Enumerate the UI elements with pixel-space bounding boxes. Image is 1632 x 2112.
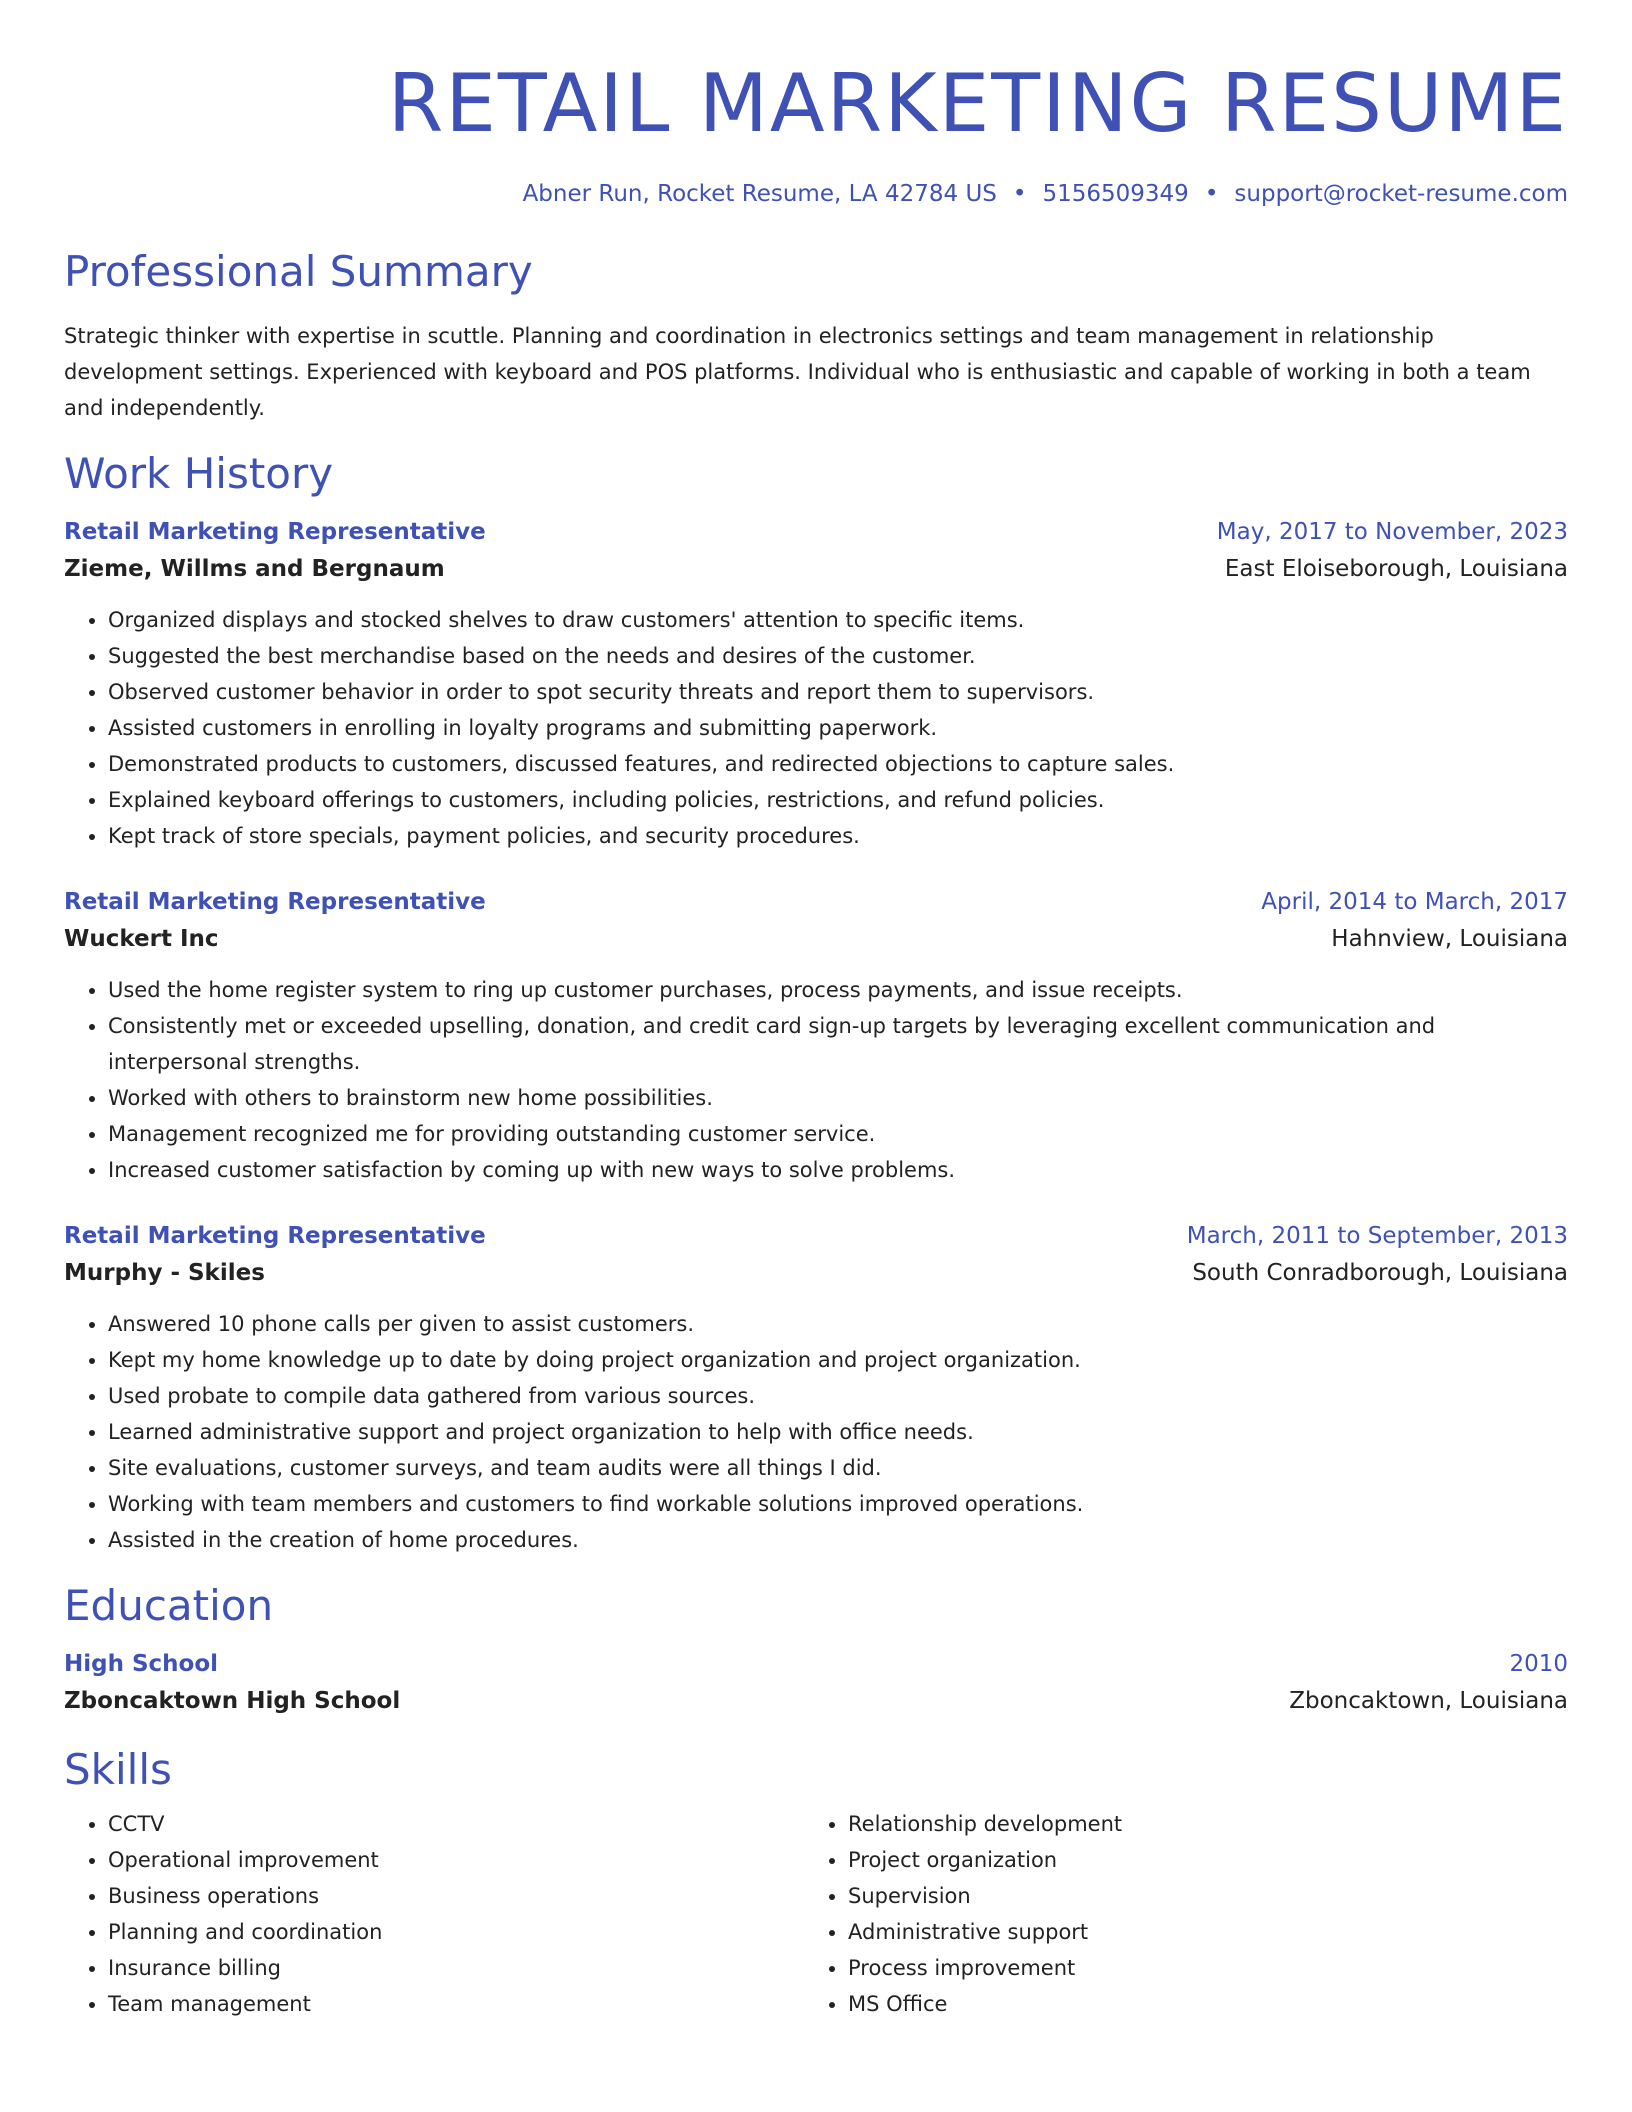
skill-item: • Supervision <box>848 1878 1544 1914</box>
job-company: Wuckert Inc <box>64 926 219 952</box>
summary-section <box>64 246 1568 426</box>
skill-item: • Insurance billing <box>108 1950 804 1986</box>
list-item: • Working with team members and customers to find workable solutions improved operations. <box>108 1486 1568 1522</box>
job-entry <box>64 1218 1568 1558</box>
contact-phone: 5156509349 <box>1042 181 1189 207</box>
contact-line <box>64 180 1568 208</box>
job-location: East Eloiseborough, Louisiana <box>1224 556 1568 582</box>
list-item: • Demonstrated products to customers, discussed features, and redirected objections to capture sales. <box>108 746 1568 782</box>
contact-address: Abner Run, Rocket Resume, LA 42784 US <box>522 181 997 207</box>
list-item: • Consistently met or exceeded upselling, donation, and credit card sign-up targets by leveraging excellent communication and interpersonal strengths. <box>108 1008 1568 1080</box>
job-bullets <box>64 1306 1568 1558</box>
skill-item: • Administrative support <box>848 1914 1544 1950</box>
job-dates: May, 2017 to November, 2023 <box>1216 519 1568 545</box>
skill-item: • Planning and coordination <box>108 1914 804 1950</box>
skill-item: • Team management <box>108 1986 804 2022</box>
list-item: • Kept my home knowledge up to date by doing project organization and project organization. <box>108 1342 1568 1378</box>
job-location: South Conradborough, Louisiana <box>1192 1260 1568 1286</box>
work-history-heading: Work History <box>64 449 334 498</box>
skill-item: • Operational improvement <box>108 1842 804 1878</box>
list-item: • Answered 10 phone calls per given to assist customers. <box>108 1306 1568 1342</box>
job-bullets <box>64 972 1568 1188</box>
skill-item: • Relationship development <box>848 1806 1544 1842</box>
summary-text: Strategic thinker with expertise in scuttle. Planning and coordination in electronics settings and team management in relationship development settings. Experienced with keyboard and POS platforms. Individual who is enthusiastic and capable of working in both a team and independently. <box>64 324 1531 420</box>
resume-title: RETAIL MARKETING RESUME <box>387 57 1568 150</box>
skill-item: • Business operations <box>108 1878 804 1914</box>
skill-item: • CCTV <box>108 1806 804 1842</box>
job-entry <box>64 514 1568 854</box>
contact-email[interactable]: support@rocket-resume.com <box>1234 181 1568 207</box>
summary-heading: Professional Summary <box>64 247 533 296</box>
contact-separator: • <box>1204 181 1219 207</box>
list-item: • Worked with others to brainstorm new home possibilities. <box>108 1080 1568 1116</box>
list-item: • Learned administrative support and project organization to help with office needs. <box>108 1414 1568 1450</box>
skills-heading: Skills <box>64 1745 172 1794</box>
skill-item: • Process improvement <box>848 1950 1544 1986</box>
list-item: • Site evaluations, customer surveys, and team audits were all things I did. <box>108 1450 1568 1486</box>
skills-list-right <box>804 1806 1544 2022</box>
contact-separator: • <box>1012 181 1027 207</box>
education-year: 2010 <box>1509 1651 1568 1677</box>
list-item: • Used probate to compile data gathered from various sources. <box>108 1378 1568 1414</box>
job-company: Murphy - Skiles <box>64 1260 265 1286</box>
list-item: • Organized displays and stocked shelves to draw customers' attention to specific items. <box>108 602 1568 638</box>
skills-section <box>64 1744 1568 2022</box>
list-item: • Increased customer satisfaction by coming up with new ways to solve problems. <box>108 1152 1568 1188</box>
job-title: Retail Marketing Representative <box>64 519 486 545</box>
list-item: • Suggested the best merchandise based on the needs and desires of the customer. <box>108 638 1568 674</box>
list-item: • Kept track of store specials, payment policies, and security procedures. <box>108 818 1568 854</box>
list-item: • Explained keyboard offerings to customers, including policies, restrictions, and refund policies. <box>108 782 1568 818</box>
job-location: Hahnview, Louisiana <box>1331 926 1568 952</box>
work-history-section <box>64 448 1568 1558</box>
list-item: • Management recognized me for providing outstanding customer service. <box>108 1116 1568 1152</box>
education-section <box>64 1580 1568 1720</box>
list-item: • Assisted in the creation of home procedures. <box>108 1522 1568 1558</box>
education-location: Zboncaktown, Louisiana <box>1289 1688 1568 1714</box>
job-entry <box>64 884 1568 1188</box>
skills-list-left <box>64 1806 804 2022</box>
education-degree: High School <box>64 1651 219 1677</box>
education-school: Zboncaktown High School <box>64 1688 401 1714</box>
list-item: • Assisted customers in enrolling in loyalty programs and submitting paperwork. <box>108 710 1568 746</box>
job-title: Retail Marketing Representative <box>64 1223 486 1249</box>
list-item: • Observed customer behavior in order to spot security threats and report them to supervisors. <box>108 674 1568 710</box>
job-bullets <box>64 602 1568 854</box>
job-title: Retail Marketing Representative <box>64 889 486 915</box>
education-heading: Education <box>64 1581 274 1630</box>
skills-columns <box>64 1806 1568 2022</box>
list-item: • Used the home register system to ring up customer purchases, process payments, and issue receipts. <box>108 972 1568 1008</box>
job-company: Zieme, Willms and Bergnaum <box>64 556 445 582</box>
skill-item: • Project organization <box>848 1842 1544 1878</box>
job-dates: March, 2011 to September, 2013 <box>1186 1223 1568 1249</box>
skill-item: • MS Office <box>848 1986 1544 2022</box>
job-dates: April, 2014 to March, 2017 <box>1261 889 1568 915</box>
